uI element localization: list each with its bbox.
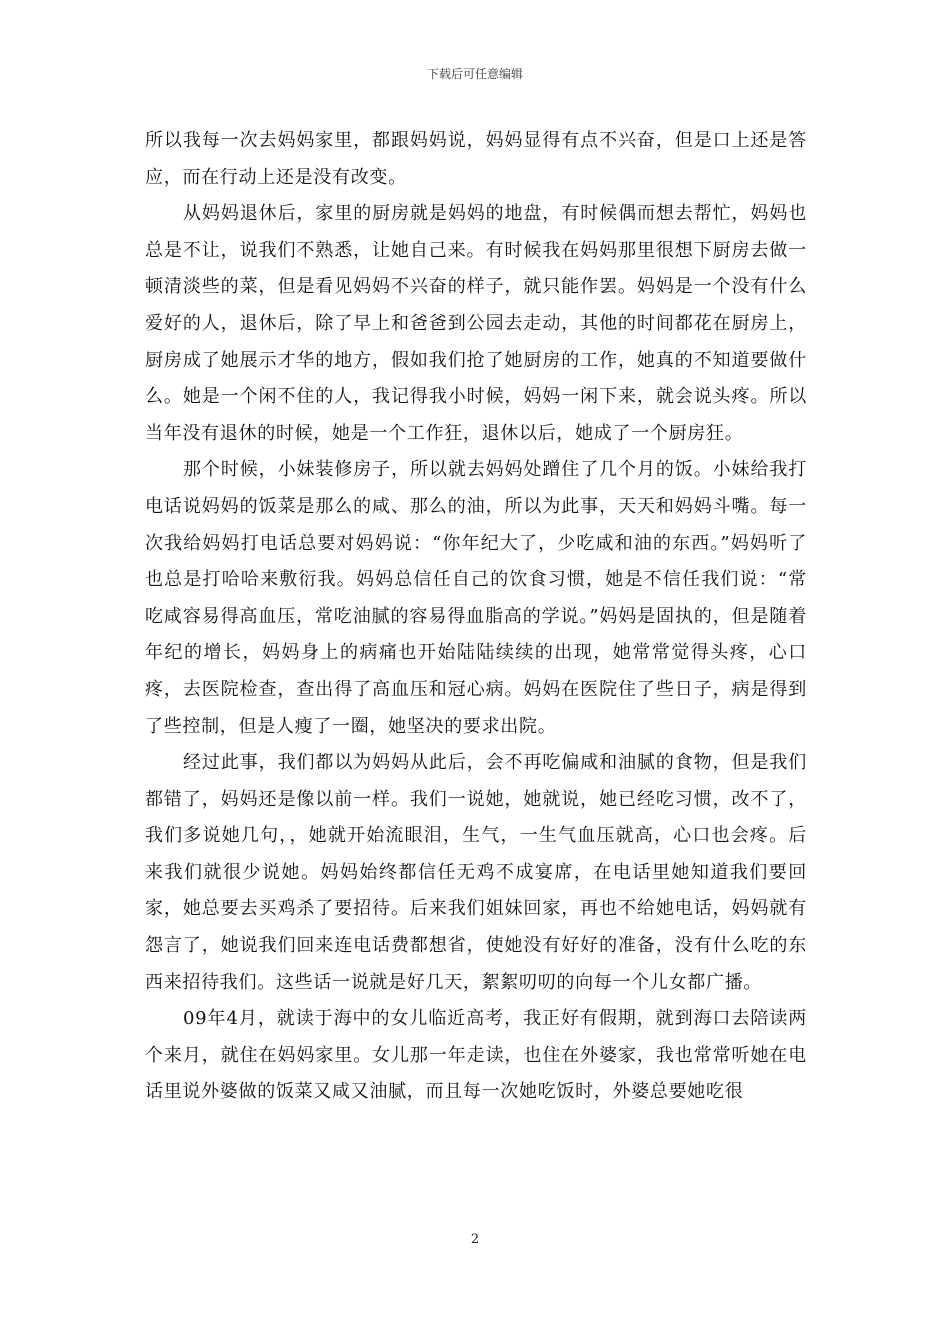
document-body xyxy=(145,123,807,1111)
paragraph: 经过此事，我们都以为妈妈从此后，会不再吃偏咸和油腻的食物，但是我们都错了，妈妈还是像以前一样。我们一说她，她就说，她已经吃习惯，改不了，我们多说她几句，，她就开始流眼泪，生气，一生气血压就高，心口也会疼。后来我们就很少说她。妈妈始终都信任无鸡不成宴席，在电话里她知道我们要回家，她总要去买鸡杀了要招待。后来我们姐妹回家，再也不给她电话，妈妈就有怨言了，她说我们回来连电话费都想省，使她没有好好的准备，没有什么吃的东西来招待我们。这些话一说就是好几天，絮絮叨叨的向每一个儿女都广播。 xyxy=(145,752,807,993)
paragraph: 从妈妈退休后，家里的厨房就是妈妈的地盘，有时候偶而想去帮忙，妈妈也总是不让，说我们不熟悉，让她自己来。有时候我在妈妈那里很想下厨房去做一顿清淡些的菜，但是看见妈妈不兴奋的样子，就只能作罢。妈妈是一个没有什么爱好的人，退休后，除了早上和爸爸到公园去走动，其他的时间都花在厨房上，厨房成了她展示才华的地方，假如我们抢了她厨房的工作，她真的不知道要做什么。她是一个闲不住的人，我记得我小时候，妈妈一闲下来，就会说头疼。所以当年没有退休的时候，她是一个工作狂，退休以后，她成了一个厨房狂。 xyxy=(145,203,807,444)
paragraph-continuation: 所以我每一次去妈妈家里，都跟妈妈说，妈妈显得有点不兴奋，但是口上还是答应，而在行动上还是没有改变。 xyxy=(145,130,807,188)
page-number: 2 xyxy=(470,1232,480,1247)
page-header: 下载后可任意编辑 xyxy=(426,67,523,81)
paragraph: 09年4月，就读于海中的女儿临近高考，我正好有假期，就到海口去陪读两个来月，就住在妈妈家里。女儿那一年走读，也住在外婆家，我也常常听她在电话里说外婆做的饭菜又咸又油腻，而且每一次她吃饭时，外婆总要她吃很 xyxy=(145,1008,807,1103)
paragraph: 那个时候，小妹装修房子，所以就去妈妈处蹭住了几个月的饭。小妹给我打电话说妈妈的饭菜是那么的咸、那么的油，所以为此事，天天和妈妈斗嘴。每一次我给妈妈打电话总要对妈妈说：“你年纪大了，少吃咸和油的东西。”妈妈听了也总是打哈哈来敷衍我。妈妈总信任自己的饮食习惯，她是不信任我们说：“常吃咸容易得高血压，常吃油腻的容易得血脂高的学说。”妈妈是固执的，但是随着年纪的增长，妈妈身上的病痛也开始陆陆续续的出现，她常常觉得头疼，心口疼，去医院检查，查出得了高血压和冠心病。妈妈在医院住了些日子，病是得到了些控制，但是人瘦了一圈，她坚决的要求出院。 xyxy=(145,459,807,737)
